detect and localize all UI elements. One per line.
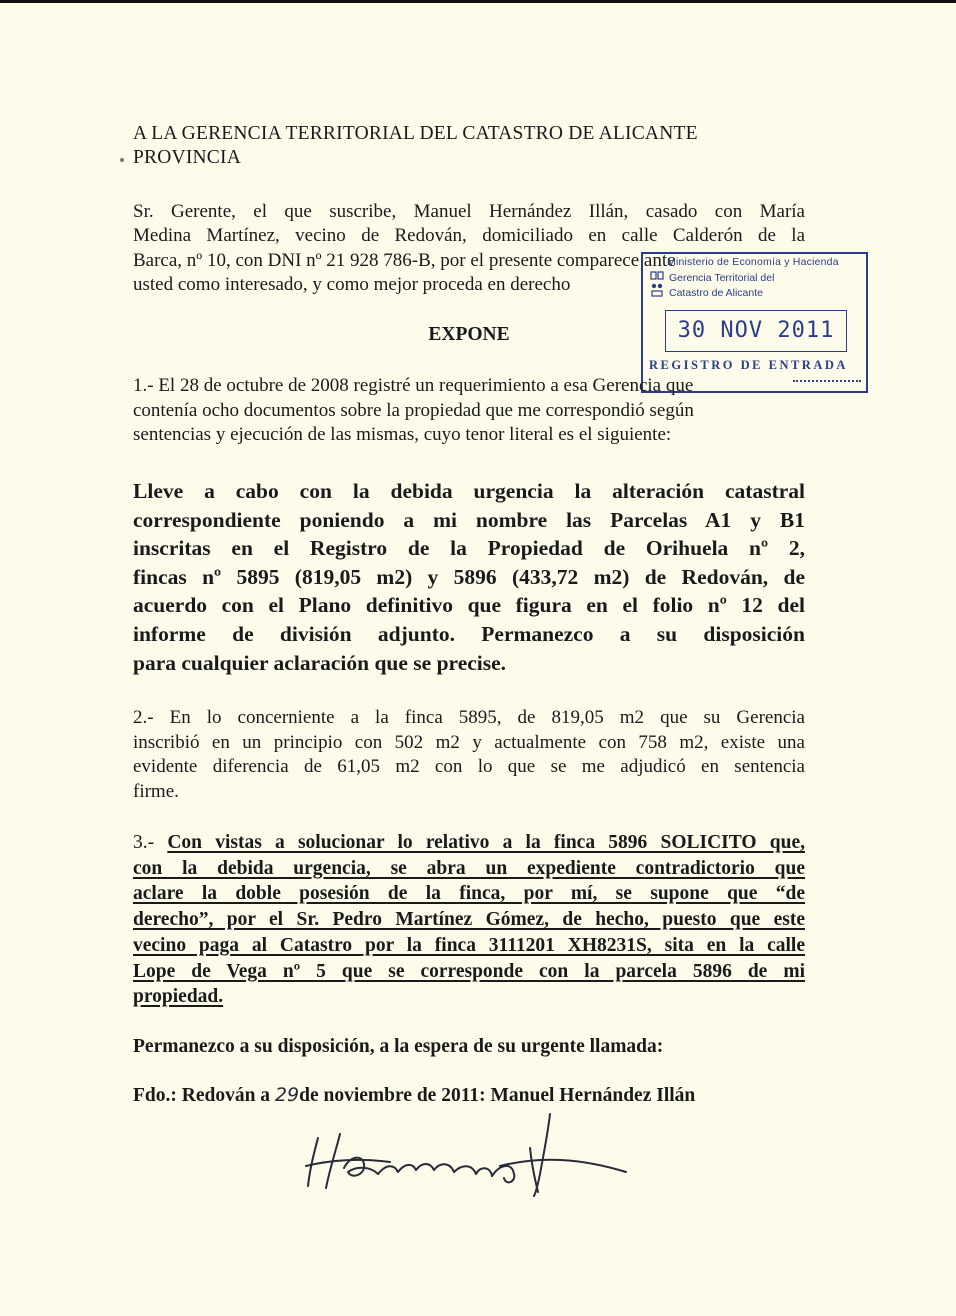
quote-line: Lleve a cabo con la debida urgencia la alteración catastral <box>133 479 805 503</box>
intro-line: usted como interesado, y como mejor proceda en derecho <box>133 273 571 295</box>
quote-line: para cualquier aclaración que se precise. <box>133 650 507 675</box>
scan-speck <box>120 158 124 162</box>
stamp-office-place: Catastro de Alicante <box>669 287 763 299</box>
intro-line: Barca, nº 10, con DNI nº 21 928 786-B, por el presente comparece ante <box>133 249 676 271</box>
stamp-date: 30 NOV 2011 <box>665 310 847 352</box>
addressee-line-1: A LA GERENCIA TERRITORIAL DEL CATASTRO DE ALICANTE <box>133 123 698 144</box>
point-1-line: sentencias y ejecución de las mismas, cuyo tenor literal es el siguiente: <box>133 424 672 445</box>
section-heading: EXPONE <box>428 324 510 345</box>
scan-top-edge <box>0 0 956 3</box>
point-3-text: Lope de Vega nº 5 que se corresponde con la parcela 5896 de mi <box>133 960 805 982</box>
point-2-paragraph <box>133 706 805 804</box>
point-2-line: 2.- En lo concerniente a la finca 5895, de 819,05 m2 que su Gerencia <box>133 707 805 728</box>
point-3-line <box>133 881 805 907</box>
point-3-line <box>133 984 805 1010</box>
registry-stamp <box>641 252 868 393</box>
point-2-line: inscribió en un principio con 502 m2 y actualmente con 758 m2, existe una <box>133 731 805 753</box>
stamp-office: Gerencia Territorial del <box>669 272 775 284</box>
point-1-line: contenía ocho documentos sobre la propiedad que me correspondió según <box>133 399 694 421</box>
point-3-number: 3.- <box>133 832 168 853</box>
point-3-line <box>133 933 805 959</box>
quote-line: informe de división adjunto. Permanezco a su disposición <box>133 621 805 646</box>
closing-sentence: Permanezco a su disposición, a la espera de su urgente llamada: <box>133 1036 664 1057</box>
handwritten-signature-icon <box>300 1108 630 1198</box>
stamp-registry-label: REGISTRO DE ENTRADA <box>649 358 848 372</box>
point-2-line: firme. <box>133 780 179 802</box>
quote-line: acuerdo con el Plano definitivo que figura en el folio nº 12 del <box>133 593 805 618</box>
signature-line <box>133 1084 695 1107</box>
point-3-line <box>133 959 805 985</box>
addressee-line-2: PROVINCIA <box>133 147 241 168</box>
point-3-line <box>133 907 805 933</box>
point-3-text: vecino paga al Catastro por la finca 3111201 XH8231S, sita en la calle <box>133 934 805 956</box>
quoted-request <box>133 477 805 677</box>
quote-line: correspondiente poniendo a mi nombre las Parcelas A1 y B1 <box>133 507 805 532</box>
addressee-block <box>133 122 813 170</box>
point-3-line <box>133 856 805 882</box>
intro-line: Medina Martínez, vecino de Redován, domiciliado en calle Calderón de la <box>133 225 805 247</box>
signature-place: Fdo.: Redován a <box>133 1085 275 1106</box>
handwritten-day: 29 <box>274 1084 300 1106</box>
point-1-line: 1.- El 28 de octubre de 2008 registré un requerimiento a esa Gerencia que <box>133 375 694 396</box>
point-3-text: propiedad. <box>133 986 224 1008</box>
point-3-text: derecho”, por el Sr. Pedro Martínez Gómez, de hecho, puesto que este <box>133 909 805 931</box>
point-3-text: Con vistas a solucionar lo relativo a la finca 5896 SOLICITO que, <box>167 832 805 853</box>
point-1-paragraph <box>133 374 805 448</box>
point-3-line <box>133 830 805 856</box>
stamp-ministry: Ministerio de Economía y Hacienda <box>667 256 839 268</box>
point-3-paragraph <box>133 830 805 1010</box>
coat-of-arms-icon <box>649 270 665 298</box>
quote-line: fincas nº 5895 (819,05 m2) y 5896 (433,72 m2) de Redován, de <box>133 564 805 589</box>
signature-date-name: de noviembre de 2011: Manuel Hernández Illán <box>299 1085 696 1106</box>
point-3-text: con la debida urgencia, se abra un expediente contradictorio que <box>133 857 805 879</box>
intro-line: Sr. Gerente, el que suscribe, Manuel Hernández Illán, casado con María <box>133 201 805 222</box>
point-3-text: aclare la doble posesión de la finca, por mí, se supone que “de <box>133 883 805 905</box>
quote-line: inscritas en el Registro de la Propiedad de Orihuela nº 2, <box>133 536 805 561</box>
point-2-line: evidente diferencia de 61,05 m2 con lo que se me adjudicó en sentencia <box>133 756 805 777</box>
